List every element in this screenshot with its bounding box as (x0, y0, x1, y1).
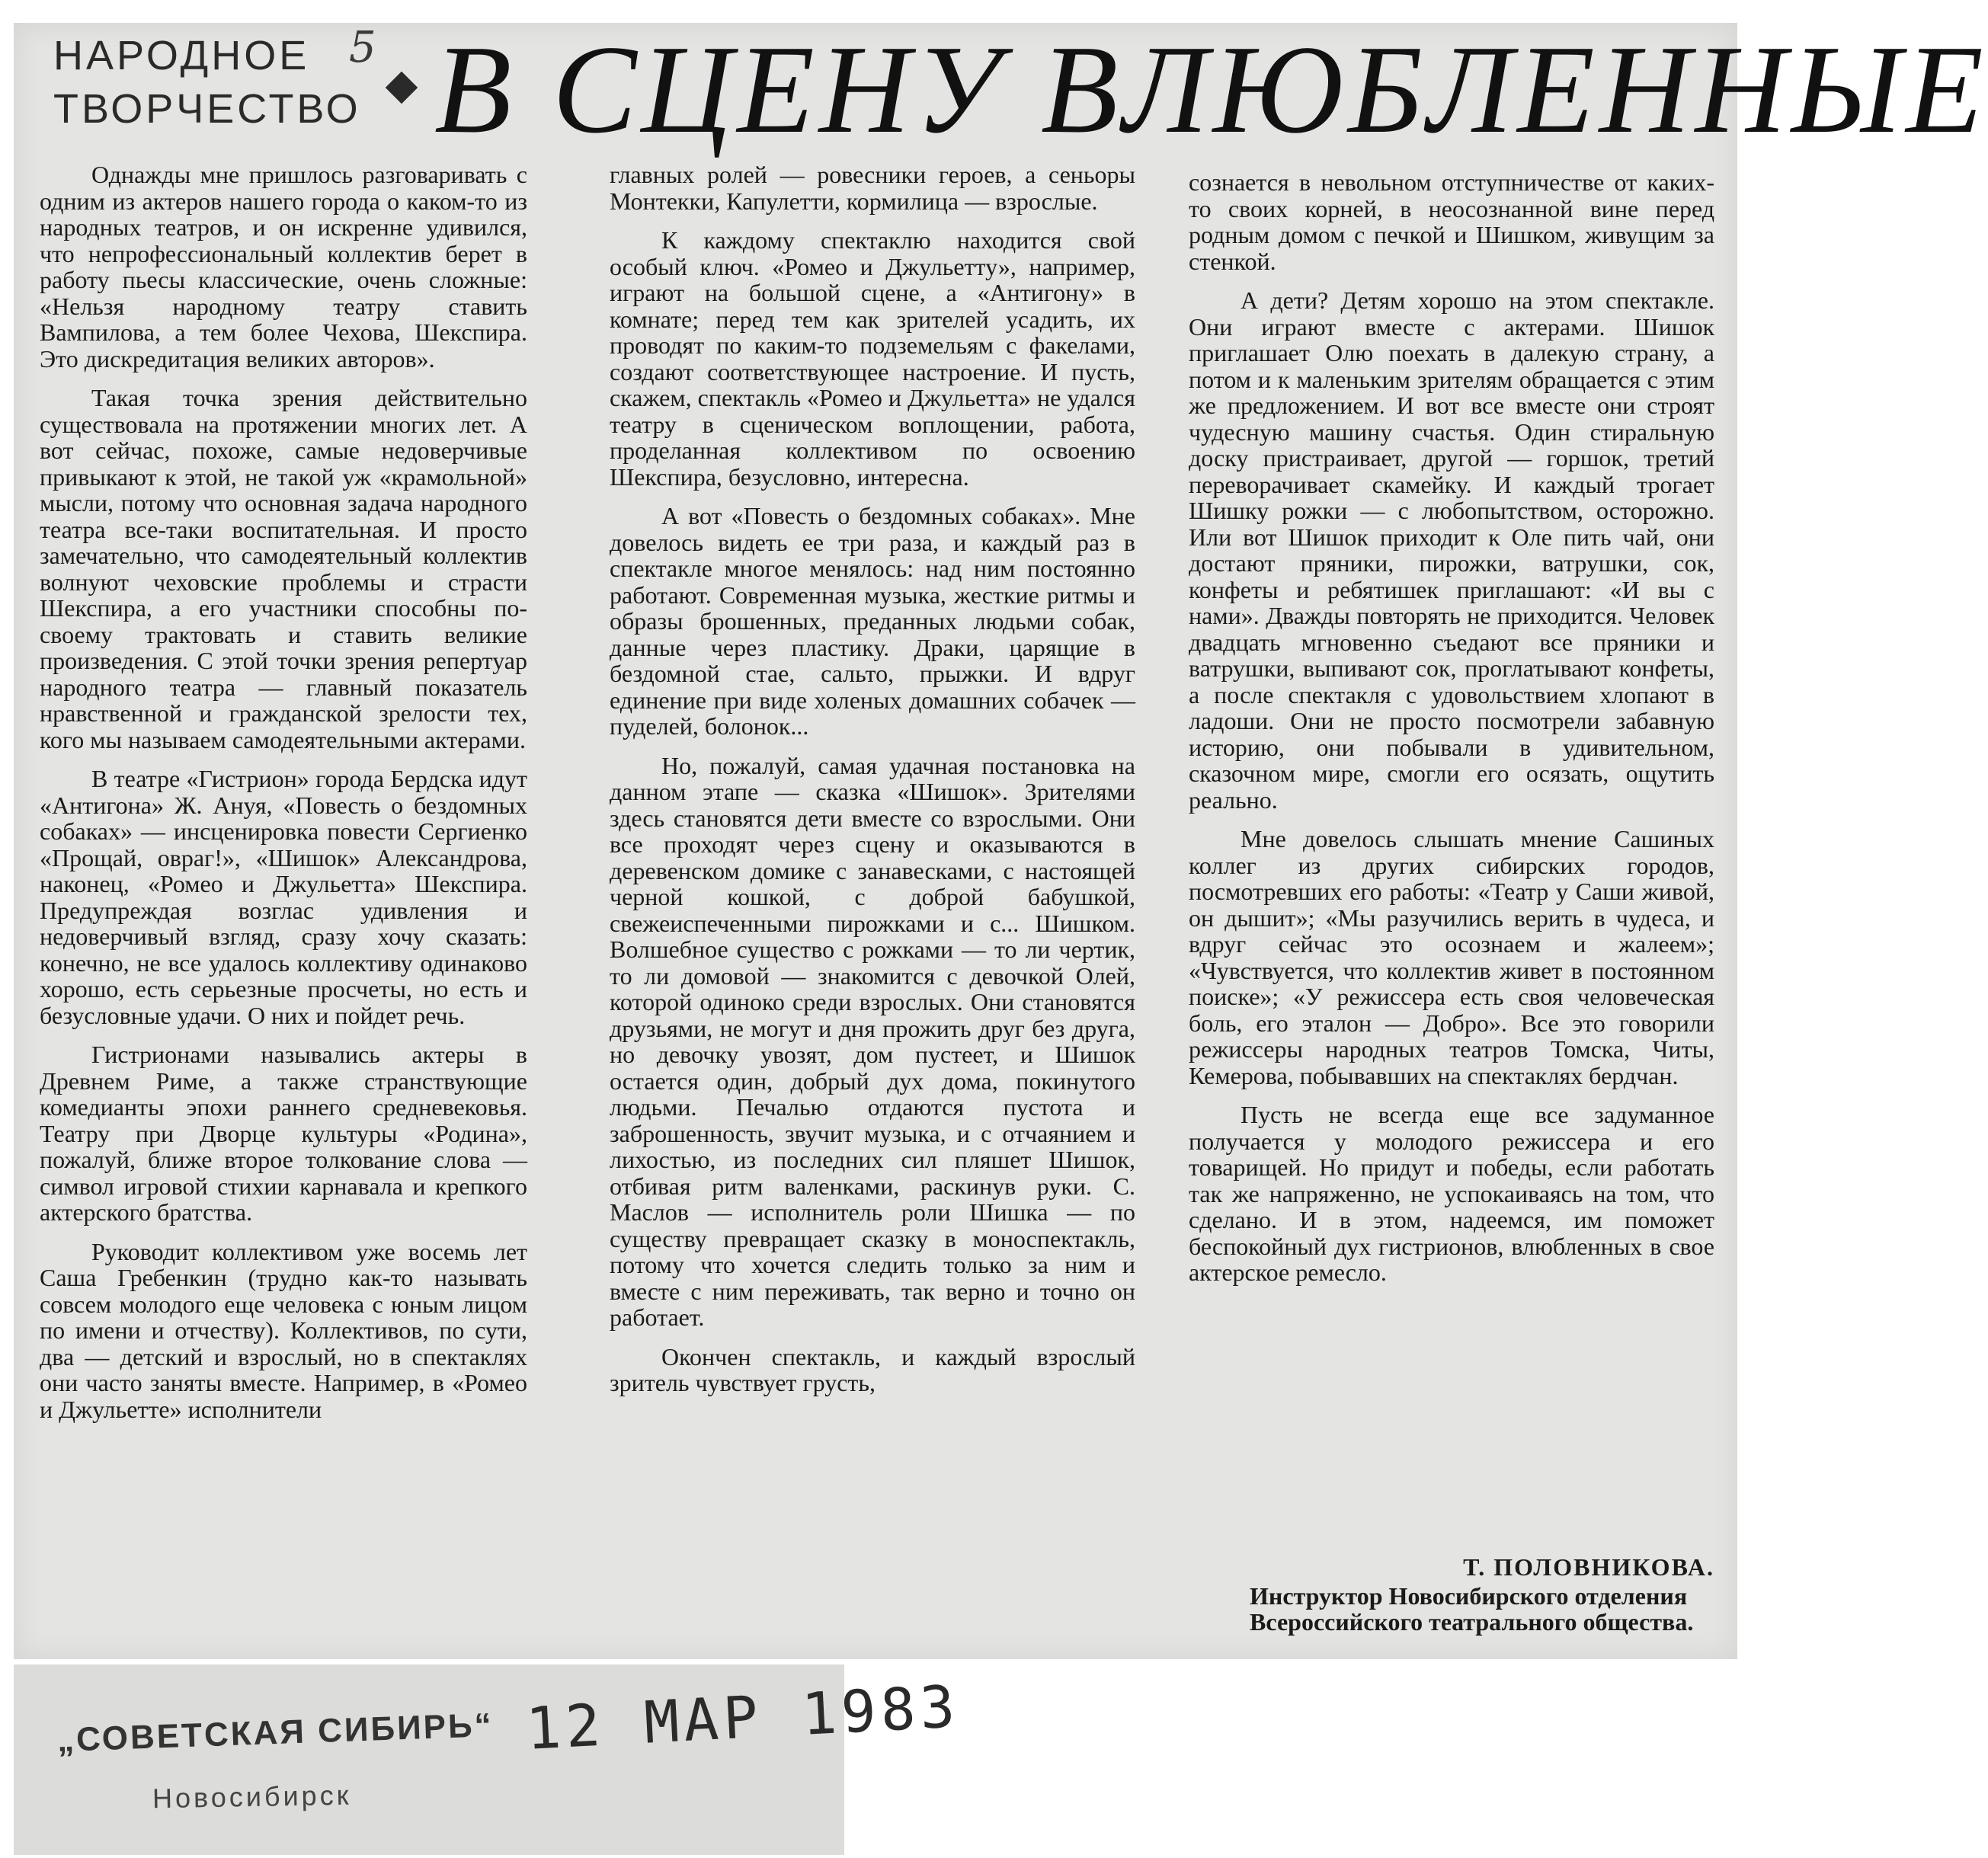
article-column-2 (610, 161, 1135, 1409)
handwritten-page-mark: 5 (349, 23, 376, 72)
paragraph: К каждому спектаклю находится свой особый ключ. «Ромео и Джульетту», например, играют на большой сцене, а «Антигону» в комнате; перед тем как зрителей усадить, их проводят по каким-то подземельям с факелами, создают соответствующее настроение. И пусть, скажем, спектакль «Ромео и Джульетта» не удался театру в сценическом воплощении, работа, проделанная коллективом по освоению Шекспира, безусловно, интересна. (610, 226, 1135, 491)
city-stamp: Новосибирск (152, 1779, 352, 1815)
article-column-3 (1189, 169, 1714, 1299)
paragraph: А дети? Детям хорошо на этом спектакле. Они играют вместе с актерами. Шишок приглашает Олю поехать в далекую страну, а потом и к маленьким зрителям обращается с этим же предложением. И вот все вместе они строят чудесную машину счастья. Один стиральную доску пристраивает, другой — горшок, третий переворачивает скамейку. И каждый трогает Шишку рожки — с любопытством, осторожно. Или вот Шишок приходит к Оле пить чай, они достают пряники, пирожки, ватрушки, сок, конфеты и ребятишек приглашают: «И вы с нами». Дважды повторять не приходится. Человек двадцать мгновенно съедают все пряники и ватрушки, выпивают сок, проглатывают конфеты, а после спектакля с удовольствием хлопают в ладоши. Они не просто посмотрели забавную историю, они побывали в удивительном, сказочном мире, смогли его осязать, ощутить реально. (1189, 286, 1714, 814)
paragraph: сознается в невольном отступничестве от каких-то своих корней, в неосознанной вине перед родным домом с печкой и Шишком, живущим за стенкой. (1189, 168, 1714, 275)
date-stamp: 12 МАР 1983 (524, 1672, 962, 1763)
newspaper-name-stamp: „СОВЕТСКАЯ СИБИРЬ“ (56, 1706, 495, 1759)
paragraph: Пусть не всегда еще все задуманное получается у молодого режиссера и его товарищей. Но придут и победы, если работать так же напряженно, не успокаиваясь на том, что сделано. И в этом, надеемся, им поможет беспокойный дух гистрионов, влюбленных в свое актерское ремесло. (1189, 1101, 1714, 1286)
paragraph: Гистрионами назывались актеры в Древнем Риме, а также странствующие комедианты эпохи раннего средневековья. Театру при Дворце культуры «Родина», пожалуй, ближе второе толкование слова — символ игровой стихии карнавала и крепкого актерского братства. (40, 1041, 527, 1226)
rubric-line-1: НАРОДНОЕ (53, 33, 310, 78)
paragraph: В театре «Гистрион» города Бердска идут «Антигона» Ж. Ануя, «Повесть о бездомных собаках» — инсценировка повести Сергиенко «Прощай, овраг!», «Шишок» Александрова, наконец, «Ромео и Джульетта» Шекспира. Предупреждая возглас удивления и недоверчивый взгляд, сразу хочу сказать: конечно, не все удалось коллективу одинаково хорошо, есть серьезные просчеты, но есть и безусловные удачи. О них и пойдет речь. (40, 765, 527, 1029)
article-headline: В СЦЕНУ ВЛЮБЛЕННЫЕ (434, 19, 1988, 159)
article-column-1 (40, 161, 527, 1435)
paragraph: главных ролей — ровесники героев, а сеньоры Монтекки, Капулетти, кормилица — взрослые. (610, 161, 1135, 215)
paragraph: А вот «Повесть о бездомных собаках». Мне довелось видеть ее три раза, и каждый раз в спектакле многое менялось: над ним постоянно работают. Современная музыка, жесткие ритмы и образы брошенных, преданных людьми собак, данные через пластику. Драки, царящие в бездомной стае, сальто, прыжки. И вдруг единение при виде холеных домашних собачек — пуделей, болонок... (610, 502, 1135, 740)
paragraph: Мне довелось слышать мнение Сашиных коллег из других сибирских городов, посмотревших его работы: «Театр у Саши живой, он дышит»; «Мы разучились верить в чудеса, и вдруг сейчас это осознаем и жалеем»; «Чувствуется, что коллектив живет в постоянном поиске»; «У режиссера есть своя человеческая боль, его эталон — Добро». Все это говорили режиссеры народных театров Томска, Читы, Кемерова, побывавших на спектаклях бердчан. (1189, 825, 1714, 1089)
author-signature (1250, 1554, 1737, 1635)
paragraph: Окончен спектакль, и каждый взрослый зритель чувствует грусть, (610, 1342, 1135, 1396)
paragraph: Но, пожалуй, самая удачная постановка на данном этапе — сказка «Шишок». Зрителями здесь становятся дети вместе со взрослыми. Они все проходят через сцену и оказываются в деревенском домике с занавесками, с настоящей черной кошкой, с доброй бабушкой, свежеиспеченными пирожками и с... Шишком. Волшебное существо с рожками — то ли чертик, то ли домовой — знакомится с девочкой Олей, которой одиноко среди взрослых. Они становятся друзьями, не могут и дня прожить друг без друга, но девочку увозят, дом пустеет, и Шишок остается один, добрый дух дома, покинутого людьми. Печалью отдаются пустота и заброшенность, звучит музыка, и с отчаянием и лихостью, из последних сил пляшет Шишок, отбивая ритм валенками, раскинув руки. С. Маслов — исполнитель роли Шишка — по существу превращает сказку в моноспектакль, потому что хочется следить только за ним и вместе с ним переживать, так верно и точно он работает. (610, 751, 1135, 1331)
paragraph: Руководит коллективом уже восемь лет Саша Гребенкин (трудно как-то называть совсем молодого еще человека с юным лицом по имени и отчеству). Коллективов, по сути, два — детский и взрослый, но в спектаклях они часто заняты вместе. Например, в «Ромео и Джульетте» исполнители (40, 1237, 527, 1423)
rubric-line-2: ТВОРЧЕСТВО (53, 86, 361, 132)
paragraph: Такая точка зрения действительно существовала на протяжении многих лет. А вот сейчас, похоже, самые недоверчивые привыкают к этой, не такой уж «крамольной» мысли, потому что основная задача народного театра все-таки воспитательная. И просто замечательно, что самодеятельный коллектив волнуют чеховские проблемы и страсти Шекспира, а его участники способны по-своему трактовать и ставить великие произведения. С этой точки зрения репертуар народного театра — главный показатель нравственной и гражданской зрелости тех, кого мы называем самодеятельными актерами. (40, 384, 527, 753)
author-position: Инструктор Новосибирского отделения Всероссийского театрального общества. (1250, 1582, 1694, 1636)
rubric-label (53, 29, 373, 136)
paragraph: Однажды мне пришлось разговаривать с одним из актеров нашего города о каком-то из народных театров, и он искренне удивился, что непрофессиональный коллектив берет в работу пьесы классические, очень сложные: «Нельзя народному театру ставить Вампилова, а тем более Чехова, Шекспира. Это дискредитация великих авторов». (40, 161, 527, 373)
author-name: Т. ПОЛОВНИКОВА. (1463, 1553, 1714, 1581)
